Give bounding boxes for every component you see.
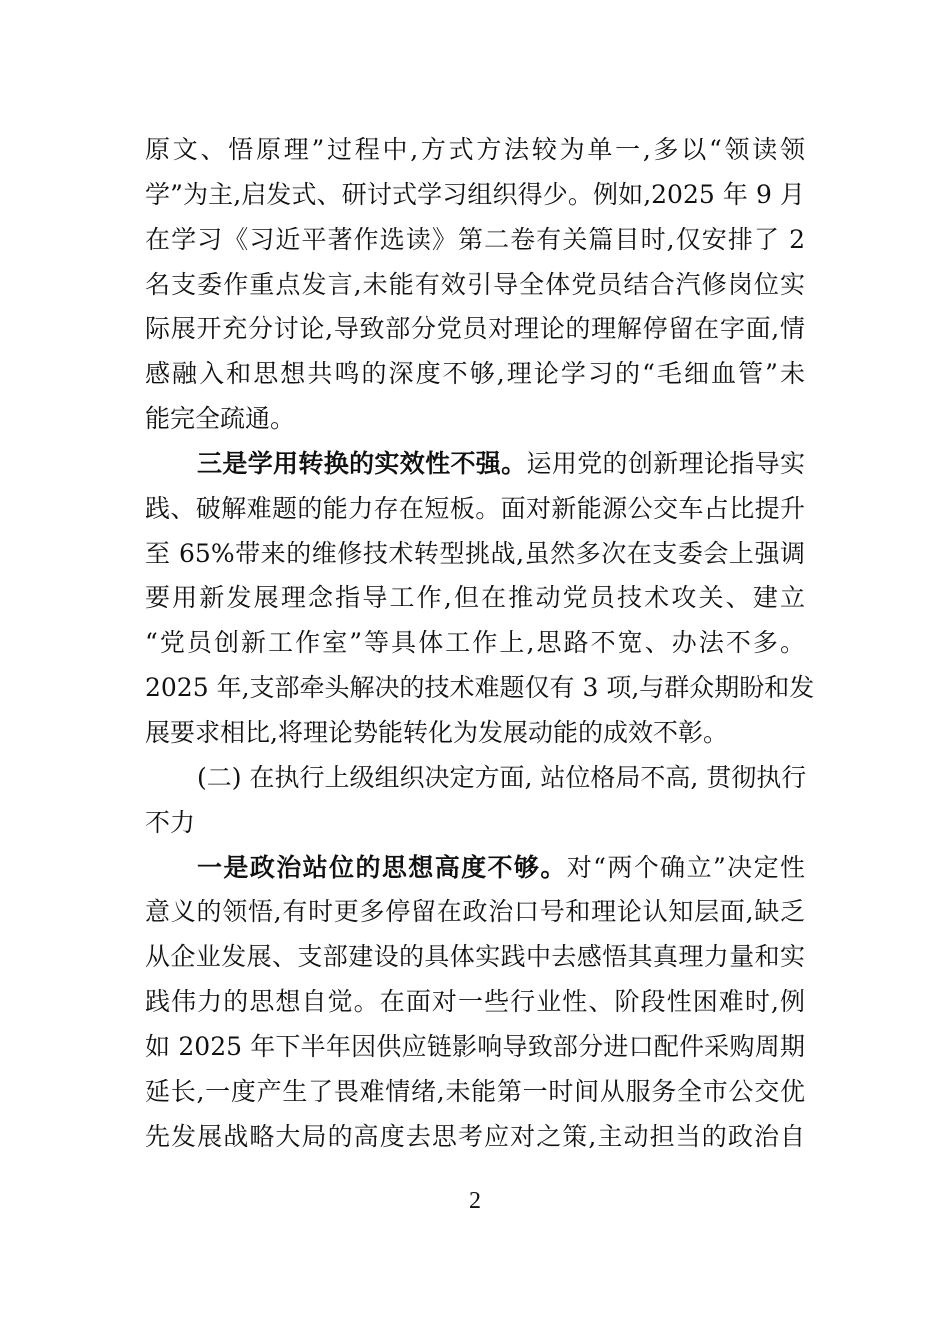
- line-text: 践伟力的思想自觉。在面对一些行业性、阶段性困难时,例: [145, 987, 805, 1017]
- line-text: 不力: [145, 807, 196, 837]
- text-line: [145, 1070, 805, 1115]
- line-text: 要用新发展理念指导工作,但在推动党员技术攻关、建立: [145, 583, 805, 613]
- line-text: 先发展战略大局的高度去思考应对之策,主动担当的政治自: [145, 1121, 805, 1151]
- text-line: [145, 173, 805, 218]
- text-line: [145, 801, 805, 846]
- line-text: 延长,一度产生了畏难情绪,未能第一时间从服务全市公交优: [145, 1076, 805, 1106]
- text-line: [145, 1025, 805, 1070]
- line-text: 从企业发展、支部建设的具体实践中去感悟其真理力量和实: [145, 942, 805, 972]
- text-line: [145, 666, 815, 711]
- line-text: 展要求相比,将理论势能转化为发展动能的成效不彰。: [145, 717, 728, 747]
- line-text: 至 65%带来的维修技术转型挑战,虽然多次在支委会上强调: [145, 538, 805, 568]
- text-line: [145, 576, 805, 621]
- bold-heading: 一是政治站位的思想高度不够。: [197, 852, 567, 882]
- text-line: [145, 487, 805, 532]
- text-line: [145, 1115, 805, 1160]
- text-line: [145, 352, 805, 397]
- line-text: 运用党的创新理论指导实: [526, 448, 805, 478]
- line-text: 际展开充分讨论,导致部分党员对理论的理解停留在字面,情: [145, 314, 805, 344]
- text-line: [145, 980, 805, 1025]
- line-text: 名支委作重点发言,未能有效引导全体党员结合汽修岗位实: [145, 269, 805, 299]
- line-text: (二) 在执行上级组织决定方面, 站位格局不高, 贯彻执行: [197, 762, 807, 792]
- line-text: 在学习《习近平著作选读》第二卷有关篇目时,仅安排了 2: [145, 224, 805, 254]
- page-number: 2: [469, 1188, 481, 1214]
- line-text: 感融入和思想共鸣的深度不够,理论学习的“毛细血管”未: [145, 359, 805, 389]
- text-line: [145, 756, 805, 801]
- line-text: 2025 年,支部牵头解决的技术难题仅有 3 项,与群众期盼和发: [145, 673, 815, 703]
- line-text: 原文、悟原理”过程中,方式方法较为单一,多以“领读领: [145, 135, 805, 164]
- line-text: 践、破解难题的能力存在短板。面对新能源公交车占比提升: [145, 493, 805, 523]
- text-line: [145, 621, 805, 666]
- text-line: [145, 128, 805, 173]
- text-line: [145, 442, 805, 487]
- line-text: 能完全疏通。: [145, 404, 296, 434]
- text-line: [145, 532, 805, 577]
- line-text: 如 2025 年下半年因供应链影响导致部分进口配件采购周期: [145, 1031, 805, 1061]
- line-text: “党员创新工作室”等具体工作上,思路不宽、办法不多。: [145, 628, 805, 658]
- text-line: [145, 397, 805, 442]
- text-line: [145, 218, 805, 263]
- text-line: [145, 890, 805, 935]
- text-line: [145, 307, 805, 352]
- text-line: [145, 846, 805, 891]
- line-text: 学”为主,启发式、研讨式学习组织得少。例如,2025 年 9 月: [145, 179, 805, 209]
- line-text: 对“两个确立”决定性: [566, 852, 805, 882]
- document-body: [145, 128, 815, 1159]
- line-text: 意义的领悟,有时更多停留在政治口号和理论认知层面,缺乏: [145, 897, 805, 927]
- text-line: [145, 935, 805, 980]
- bold-heading: 三是学用转换的实效性不强。: [197, 448, 527, 478]
- text-line: [145, 263, 805, 308]
- text-line: [145, 711, 805, 756]
